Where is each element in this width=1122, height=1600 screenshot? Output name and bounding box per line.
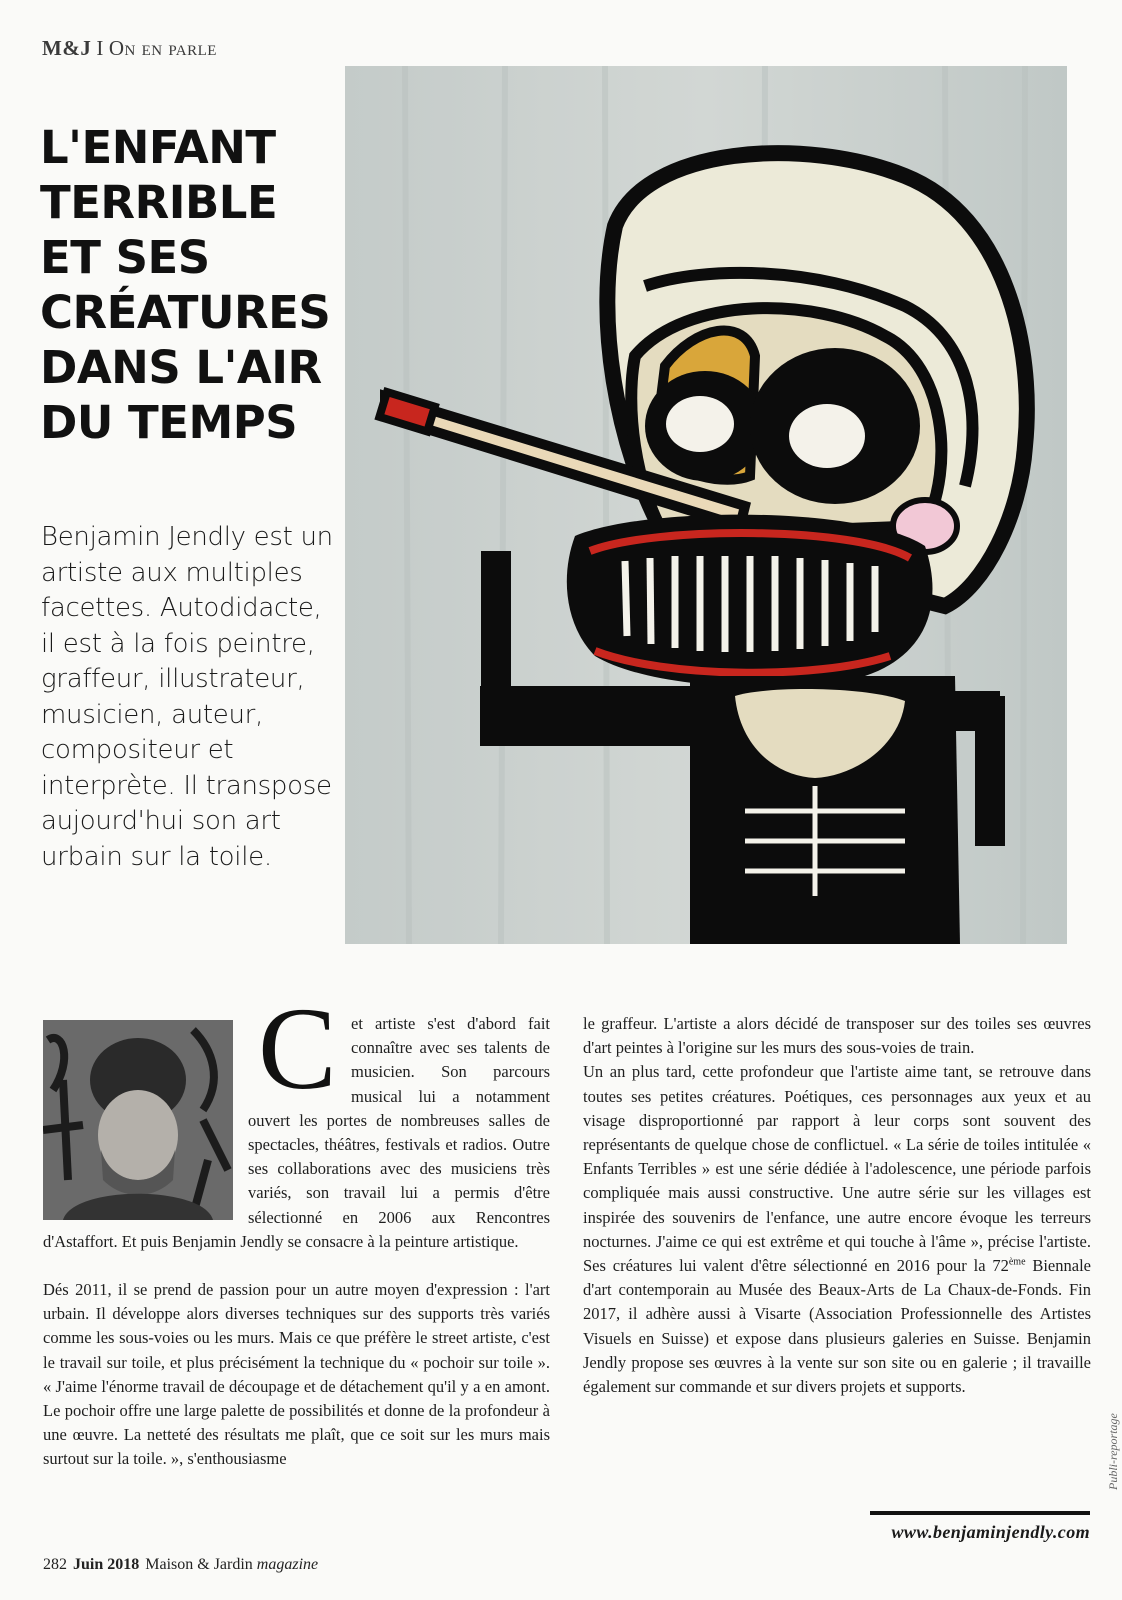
article-paragraph-1: et artiste s'est d'abord fait connaître avec ses talents de musicien. Son parcours musical lui a notamment ouvert les portes de nombreuses salles de spectacles, théâtres, festivals et radios. Outre ses collaborations avec des musiciens très variés, son travail lui a permis d'être sélectionné en 2006 aux Rencontres d'Astaffort. Et puis Benjamin Jendly se consacre à la peinture artistique. — [43, 1014, 550, 1251]
headline-line: DU TEMPS — [40, 396, 298, 449]
section-header — [42, 36, 217, 61]
headline-line: L'ENFANT — [40, 121, 276, 174]
headline-line: DANS L'AIR — [40, 341, 322, 394]
drop-cap: C — [258, 983, 337, 1114]
publi-reportage-tag: Publi-reportage — [1106, 1413, 1120, 1490]
headline-line: TERRIBLE — [40, 176, 278, 229]
magazine-title: Maison & Jardin — [145, 1556, 253, 1573]
headline-line: ET SES — [40, 231, 210, 284]
brand-logo: M&J — [42, 36, 92, 60]
headline-line: CRÉATURES — [40, 286, 331, 339]
intro-paragraph: Benjamin Jendly est un artiste aux multiples facettes. Autodidacte, il est à la fois peintre, graffeur, illustrateur, musicien, auteur, compositeur et interprète. Il transpose aujourd'hui son art urbain sur la toile. — [41, 522, 333, 872]
section-name: On en parle — [108, 36, 217, 60]
magazine-name — [145, 1556, 318, 1573]
website-rule — [870, 1511, 1090, 1515]
article-paragraph-4 — [583, 1060, 1091, 1399]
superscript-eme: ème — [1008, 1256, 1026, 1268]
article-paragraph-4a: Un an plus tard, cette profondeur que l'artiste aime tant, se retrouve dans toutes ses petites créatures. Poétiques, ces personnages aux yeux et au visage disproportionné par rapport à leur corps sont souvent des représentants de quelque chose de conflictuel. « La série de toiles intitulée « Enfants Terribles » est une série dédiée à l'adolescence, une période parfois compliquée mais aussi constructive. Une autre série sur les villages est inspirée des souvenirs de l'enfance, une autre encore évoque les terreurs nocturnes. J'aime ce qui est extrême et qui touche à l'âme », précise l'artiste. Ses créatures lui valent d'être sélectionné en 2016 pour la 72 — [583, 1062, 1091, 1276]
article-column-left — [43, 1012, 550, 1472]
painting-illustration — [345, 66, 1067, 944]
article-paragraph-3: le graffeur. L'artiste a alors décidé de transposer sur des toiles ses œuvres d'art peintes à l'origine sur les murs des sous-voies de train. — [583, 1014, 1091, 1058]
header-separator: I — [96, 36, 104, 60]
painting-image — [345, 66, 1067, 944]
portrait-wrap-spacer — [43, 1012, 248, 1210]
article-column-right — [583, 1012, 1091, 1399]
issue-date: Juin 2018 — [73, 1556, 140, 1573]
dropcap-wrap-spacer — [248, 1012, 351, 1108]
page-footer — [43, 1556, 318, 1574]
article-paragraph-4b: Biennale d'art contemporain au Musée des Beaux-Arts de La Chaux-de-Fonds. Fin 2017, il adhère aussi à Visarte (Association Professionnelle des Artistes Visuels en Suisse) et expose dans plusieurs galeries en Suisse. Benjamin Jendly propose ses œuvres à la vente sur son site ou en galerie ; il travaille également sur commande et sur divers projets et supports. — [583, 1256, 1091, 1397]
article-paragraph-2: Dés 2011, il se prend de passion pour un autre moyen d'expression : l'art urbain. Il développe alors diverses techniques sur des supports très variés comme les sous-voies ou les murs. Mais ce que préfère le street artiste, c'est le travail sur toile, et plus précisément la technique du « pochoir sur toile ». « J'aime l'énorme travail de découpage et de détachement qu'il y a en amont. Le pochoir offre une large palette de possibilités et donne de la profondeur à une œuvre. La netteté des résultats me plaît, que ce soit sur les murs mais surtout sur la toile. », s'enthousiasme — [43, 1280, 550, 1469]
page-number: 282 — [43, 1556, 67, 1573]
magazine-suffix: magazine — [256, 1556, 319, 1573]
headline — [40, 120, 330, 450]
website-link[interactable]: www.benjaminjendly.com — [891, 1522, 1090, 1542]
